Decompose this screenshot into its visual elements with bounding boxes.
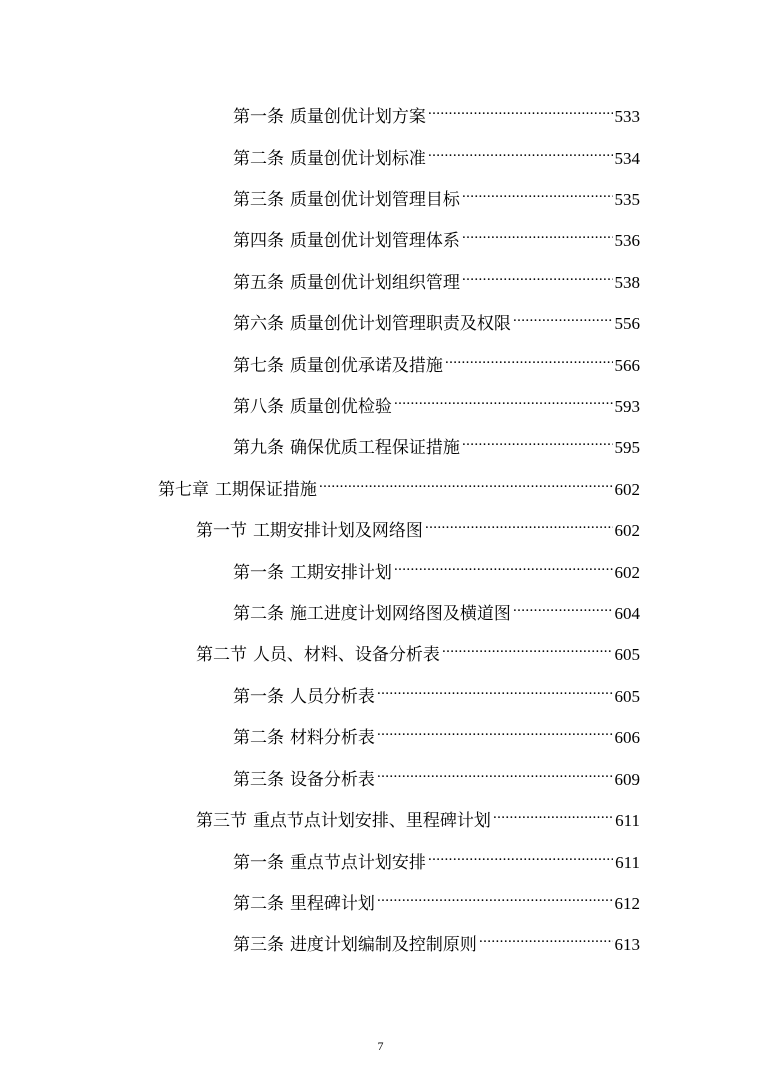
toc-entry-label: 第二条	[233, 728, 284, 748]
toc-entry-page: 535	[614, 190, 640, 209]
toc-entry[interactable]	[233, 595, 640, 624]
toc-entry-title: 进度计划编制及控制原则	[289, 935, 477, 955]
toc-entry-page: 556	[614, 314, 640, 333]
dot-leader	[462, 264, 613, 288]
dot-leader	[445, 347, 613, 371]
toc-entry-page: 534	[614, 149, 640, 168]
toc-entry-page: 602	[614, 563, 640, 582]
toc-section-entry[interactable]	[196, 636, 640, 665]
dot-leader	[425, 512, 613, 536]
dot-leader	[377, 885, 613, 909]
dot-leader	[493, 802, 613, 826]
dot-leader	[377, 761, 613, 785]
dot-leader	[319, 471, 613, 495]
toc-entry-label: 第一条	[233, 107, 284, 127]
toc-entry-title: 人员分析表	[289, 687, 375, 707]
toc-entry-title: 质量创优计划管理职责及权限	[289, 314, 511, 334]
toc-entry-title: 质量创优计划标准	[289, 149, 426, 169]
toc-entry-page: 538	[614, 273, 640, 292]
toc-entry-title: 材料分析表	[289, 728, 375, 748]
toc-entry-label: 第五条	[233, 273, 284, 293]
toc-entry-page: 566	[614, 356, 640, 375]
toc-entry-label: 第四条	[233, 231, 284, 251]
toc-entry-label: 第三条	[233, 770, 284, 790]
toc-entry[interactable]	[233, 885, 640, 914]
toc-entry[interactable]	[233, 761, 640, 790]
toc-entry[interactable]	[233, 388, 640, 417]
toc-entry-page: 604	[614, 604, 640, 623]
toc-entry[interactable]	[233, 222, 640, 251]
toc-entry-label: 第一条	[233, 853, 284, 873]
toc-entry-title: 里程碑计划	[289, 894, 375, 914]
toc-entry-title: 工期安排计划	[289, 563, 392, 583]
toc-entry[interactable]	[233, 678, 640, 707]
dot-leader	[462, 181, 613, 205]
dot-leader	[462, 429, 613, 453]
dot-leader	[428, 140, 613, 164]
toc-entry[interactable]	[233, 719, 640, 748]
toc-entry-label: 第八条	[233, 397, 284, 417]
dot-leader	[394, 554, 613, 578]
toc-entry-page: 613	[614, 935, 640, 954]
toc-entry-label: 第七章	[158, 480, 209, 500]
toc-entry-label: 第三条	[233, 190, 284, 210]
toc-entry-title: 质量创优计划管理目标	[289, 190, 460, 210]
toc-entry-title: 质量创优计划方案	[289, 107, 426, 127]
toc-entry[interactable]	[233, 347, 640, 376]
toc-entry[interactable]	[233, 429, 640, 458]
toc-entry-title: 质量创优承诺及措施	[289, 356, 443, 376]
toc-chapter-entry[interactable]	[158, 471, 640, 500]
toc-entry[interactable]	[233, 926, 640, 955]
toc-entry-label: 第二节	[196, 645, 247, 665]
dot-leader	[479, 926, 613, 950]
toc-entry-label: 第三节	[196, 811, 247, 831]
toc-entry-page: 611	[615, 811, 640, 830]
toc-entry[interactable]	[233, 554, 640, 583]
toc-entry-label: 第二条	[233, 894, 284, 914]
toc-entry-title: 质量创优计划管理体系	[289, 231, 460, 251]
toc-section-entry[interactable]	[196, 802, 640, 831]
toc-entry-page: 536	[614, 231, 640, 250]
dot-leader	[513, 595, 613, 619]
toc-entry-title: 质量创优检验	[289, 397, 392, 417]
dot-leader	[428, 844, 613, 868]
toc-entry-label: 第一节	[196, 521, 247, 541]
toc-entry-page: 609	[614, 770, 640, 789]
dot-leader	[462, 222, 613, 246]
toc-entry-page: 595	[614, 438, 640, 457]
toc-entry-label: 第一条	[233, 687, 284, 707]
toc-entry-title: 重点节点计划安排	[289, 853, 426, 873]
toc-entry-title: 施工进度计划网络图及横道图	[289, 604, 511, 624]
toc-entry-title: 重点节点计划安排、里程碑计划	[252, 811, 491, 831]
toc-entry-page: 605	[614, 687, 640, 706]
toc-entry-page: 533	[614, 107, 640, 126]
toc-entry[interactable]	[233, 305, 640, 334]
dot-leader	[513, 305, 613, 329]
toc-entry[interactable]	[233, 844, 640, 873]
toc-entry[interactable]	[233, 140, 640, 169]
dot-leader	[428, 98, 613, 122]
page-number: 7	[377, 1039, 384, 1053]
toc-entry-label: 第二条	[233, 149, 284, 169]
toc-entry-title: 工期安排计划及网络图	[252, 521, 423, 541]
toc-entry-label: 第七条	[233, 356, 284, 376]
toc-entry-label: 第九条	[233, 438, 284, 458]
dot-leader	[442, 636, 613, 660]
toc-entry-page: 612	[614, 894, 640, 913]
toc-entry-title: 确保优质工程保证措施	[289, 438, 460, 458]
toc-entry-page: 602	[614, 521, 640, 540]
toc-entry[interactable]	[233, 98, 640, 127]
toc-entry-title: 质量创优计划组织管理	[289, 273, 460, 293]
toc-entry-title: 人员、材料、设备分析表	[252, 645, 440, 665]
toc-entry[interactable]	[233, 181, 640, 210]
toc-entry-label: 第六条	[233, 314, 284, 334]
toc-entry-label: 第二条	[233, 604, 284, 624]
toc-entry-title: 工期保证措施	[214, 480, 317, 500]
toc-section-entry[interactable]	[196, 512, 640, 541]
dot-leader	[377, 678, 613, 702]
toc-entry-page: 606	[614, 728, 640, 747]
toc-entry-page: 611	[615, 853, 640, 872]
dot-leader	[394, 388, 613, 412]
toc-entry[interactable]	[233, 264, 640, 293]
toc-entry-page: 605	[614, 645, 640, 664]
toc-entry-label: 第一条	[233, 563, 284, 583]
toc-entry-title: 设备分析表	[289, 770, 375, 790]
toc-entry-label: 第三条	[233, 935, 284, 955]
toc-entry-page: 593	[614, 397, 640, 416]
dot-leader	[377, 719, 613, 743]
toc-entry-page: 602	[614, 480, 640, 499]
